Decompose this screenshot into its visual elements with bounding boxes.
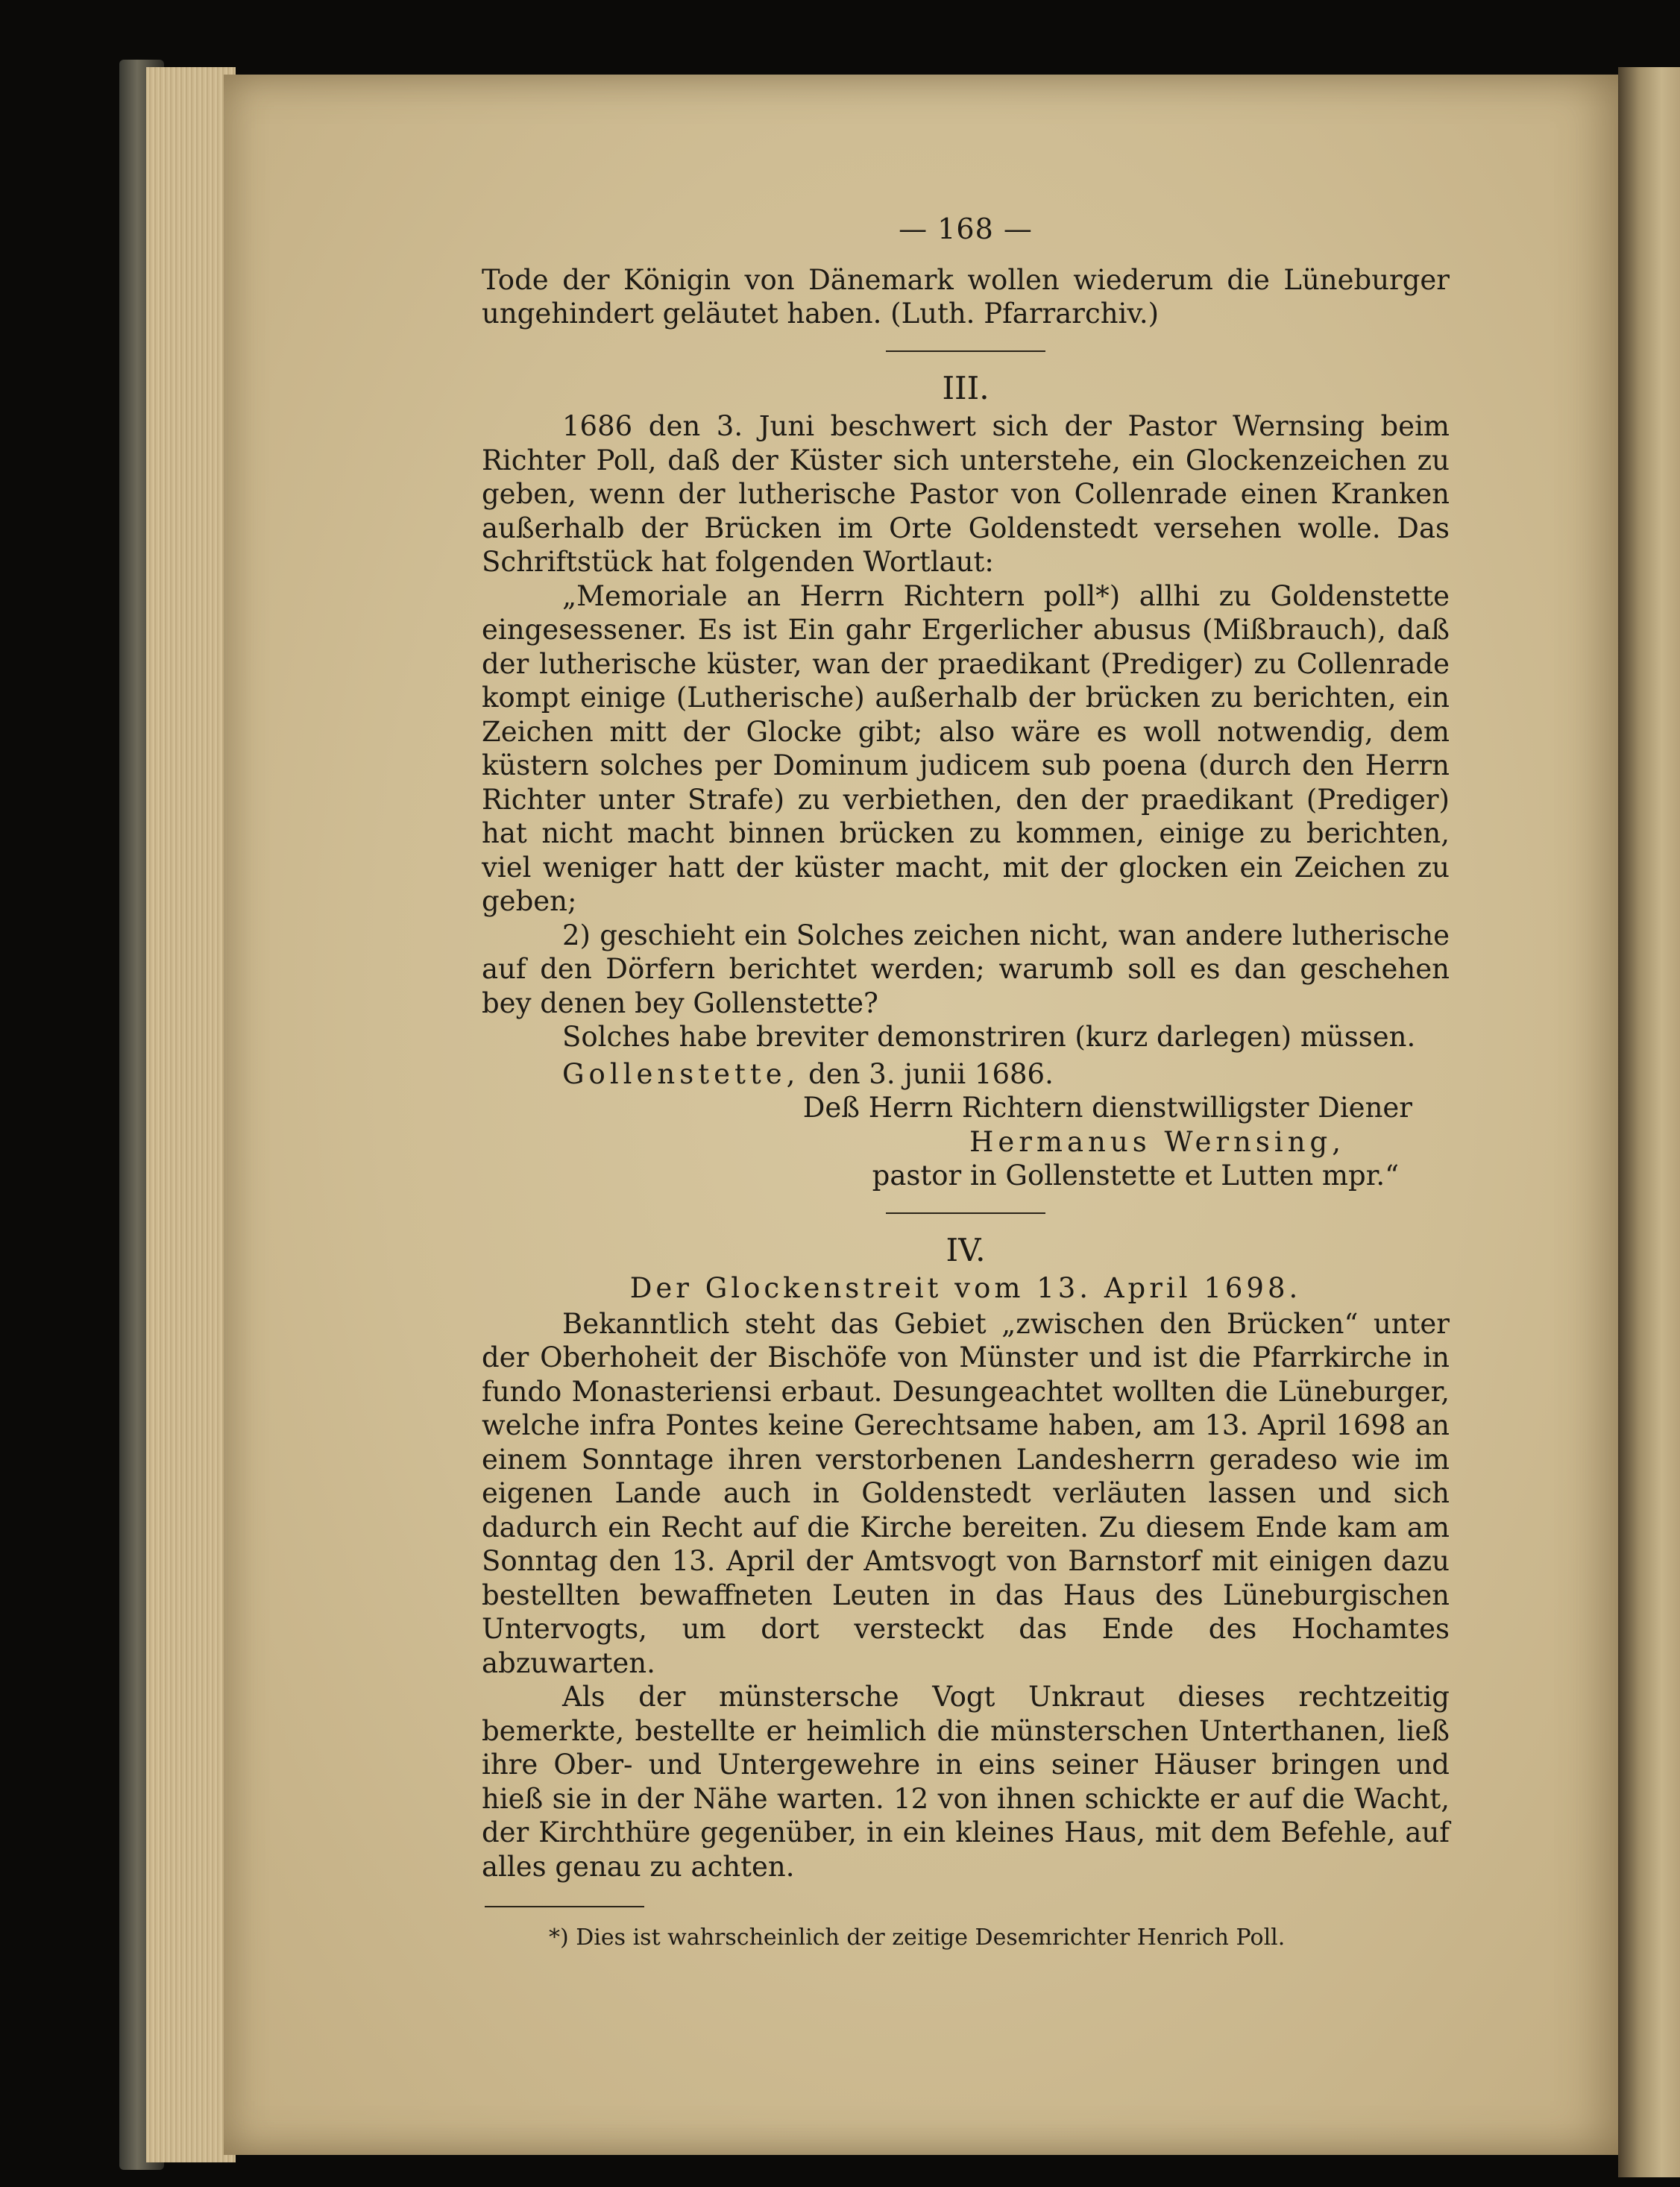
signature-line-2: Hermanus Wernsing,	[969, 1125, 1345, 1158]
letter-date: den 3. junii 1686.	[799, 1057, 1054, 1090]
signature-line-1: Deß Herrn Richtern dienstwilligster Diener	[802, 1092, 1412, 1124]
section-iii-paragraph-4: Solches habe breviter demonstriren (kurz darlegen) müssen.	[562, 1021, 1416, 1053]
intro-paragraph: Tode der Königin von Dänemark wollen wiederum die Lüneburger ungehindert geläutet haben. (Luth. Pfarrarchiv.)	[482, 263, 1450, 330]
section-iv-paragraph-2: Als der münstersche Vogt Unkraut dieses rechtzeitig bemerkte, bestellte er heimlich die münsterschen Unterthanen, ließ ihre Ober- und Untergewehre in eins seiner Häuser bringen und hieß sie in der Nähe warten. 12 von ihnen schickte er auf die Wacht, der Kirchthüre gegenüber, in ein kleines Haus, mit dem Befehle, auf alles genau zu achten.	[482, 1681, 1450, 1883]
page-stack-edge	[146, 67, 236, 2162]
letter-date-line	[482, 1057, 1450, 1092]
section-iii-paragraph-3: 2) geschieht ein Solches zeichen nicht, wan andere lutherische auf den Dörfern berichtet werden; warumb soll es dan geschehen bey denen bey Gollenstette?	[482, 919, 1450, 1019]
page-number: — 168 —	[899, 213, 1033, 245]
letter-place: Gollenstette,	[562, 1057, 800, 1090]
section-divider	[886, 1212, 1045, 1214]
section-divider	[886, 350, 1045, 352]
section-iii-title: III.	[942, 369, 990, 406]
signature-line-3: pastor in Gollenstette et Lutten mpr.“	[872, 1159, 1399, 1192]
section-iii-quote-paragraph: „Memoriale an Herrn Richtern poll*) allhi zu Goldenstette eingesessener. Es ist Ein gahr Ergerlicher abusus (Mißbrauch), daß der lutherische küster, wan der praedikant (Prediger) zu Collenrade kompt einige (Lutherische) außerhalb der brücken zu berichten, ein Zeichen mitt der Glocke gibt; also wäre es woll notwendig, dem küstern solches per Dominum judicem sub poena (durch den Herrn Richter unter Strafe) zu verbiethen, den der praedikant (Prediger) hat nicht macht binnen brücken zu kommen, einige zu berichten, viel weniger hatt der küster macht, mit der glocken ein Zeichen zu geben;	[482, 579, 1450, 917]
footnote: *) Dies ist wahrscheinlich der zeitige Desemrichter Henrich Poll.	[549, 1925, 1286, 1951]
page-text	[482, 213, 1450, 1955]
section-iv-heading-date: 13. April 1698.	[1024, 1272, 1302, 1304]
section-iii-paragraph-1: 1686 den 3. Juni beschwert sich der Pastor Wernsing beim Richter Poll, daß der Küster sich unterstehe, ein Glockenzeichen zu geben, wenn der lutherische Pastor von Collenrade einen Kranken außerhalb der Brücken im Orte Goldenstedt versehen wolle. Das Schriftstück hat folgenden Wortlaut:	[482, 410, 1450, 578]
book-gutter	[1618, 67, 1680, 2177]
footnote-divider	[485, 1906, 644, 1907]
section-iv-paragraph-1: Bekanntlich steht das Gebiet „zwischen den Brücken“ unter der Oberhoheit der Bischöfe von Münster und ist die Pfarrkirche in fundo Monasteriensi erbaut. Desungeachtet wollten die Lüneburger, welche infra Pontes keine Gerechtsame haben, am 13. April 1698 an einem Sonntage ihren verstorbenen Landesherrn geradeso wie im eigenen Lande auch in Goldenstedt verläuten lassen und sich dadurch ein Recht auf die Kirche bereiten. Zu diesem Ende kam am Sonntag den 13. April der Amtsvogt von Barnstorf mit einigen dazu bestellten bewaffneten Leuten in das Haus des Lüneburgischen Untervogts, um dort versteckt das Ende des Hochamtes abzuwarten.	[482, 1307, 1450, 1679]
section-iv-heading	[482, 1271, 1450, 1306]
section-iv-title: IV.	[946, 1231, 986, 1268]
section-iv-heading-spaced: Der Glockenstreit vom	[629, 1272, 1025, 1304]
